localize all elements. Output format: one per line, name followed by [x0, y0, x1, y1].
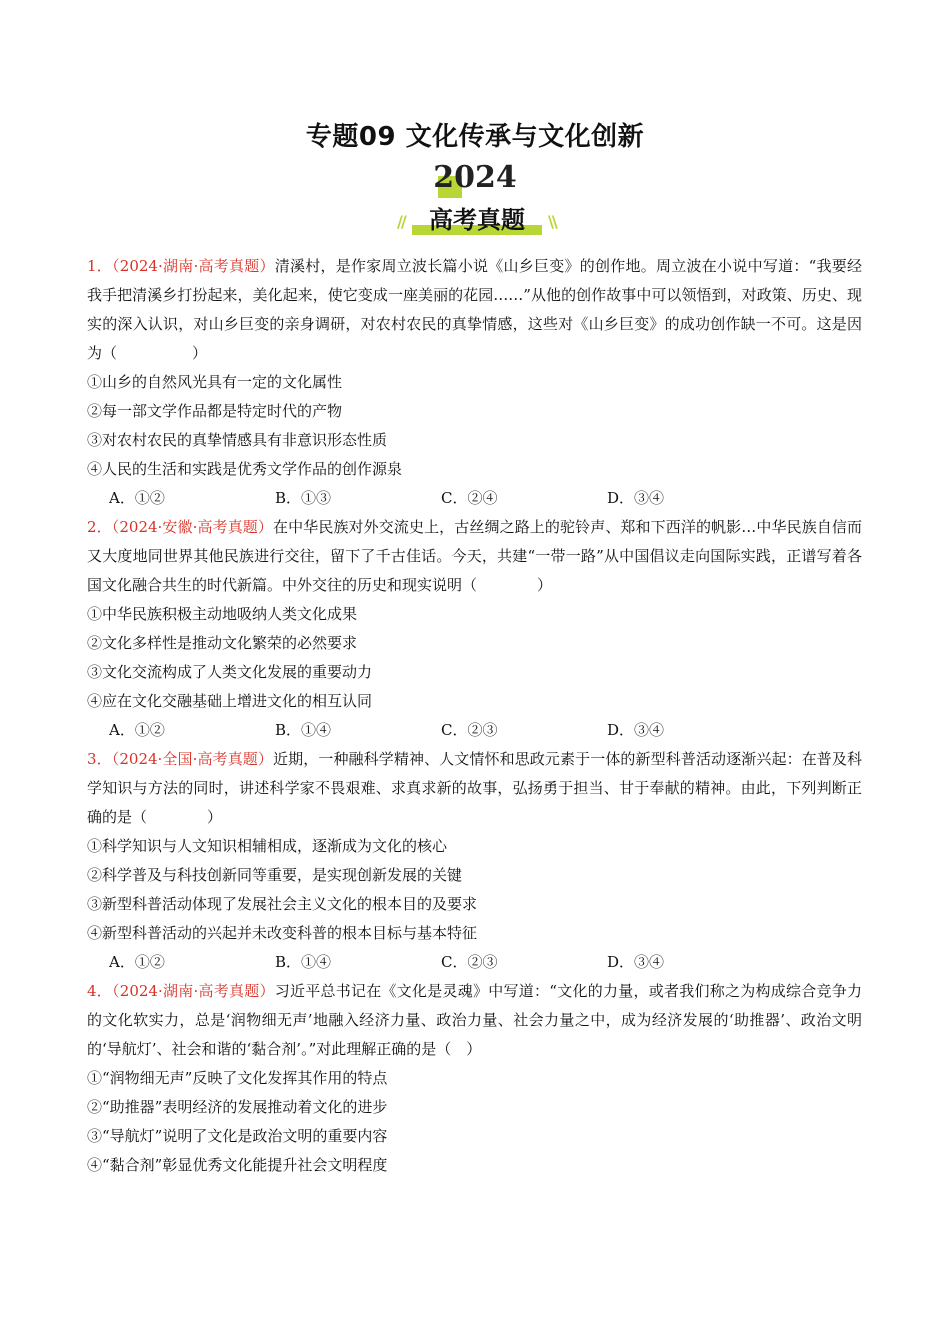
question-source: （2024·安徽·高考真题）	[111, 518, 274, 536]
question-number: 2．	[87, 518, 112, 536]
choice-c: C．②④	[441, 489, 498, 507]
page-title: 专题09 文化传承与文化创新	[305, 122, 645, 152]
statement-option: ④人民的生活和实践是优秀文学作品的创作源泉	[87, 460, 403, 478]
question-stem	[87, 745, 862, 832]
question-text: 清溪村，是作家周立波长篇小说《山乡巨变》的创作地。周立波在小说中写道：“我要经我手把清溪乡打扮起来，美化起来，使它变成一座美丽的花园……”从他的创作故事中可以领悟到，对政策、历史、现实的深入认识，对山乡巨变的亲身调研，对农村农民的真挚情感，这些对《山乡巨变》的成功创作缺一不可。这是因为（ ）	[87, 257, 862, 362]
question-source: （2024·全国·高考真题）	[111, 750, 274, 768]
answer-choices	[87, 484, 862, 513]
choice-b: B．①④	[275, 721, 332, 739]
question-2	[87, 513, 862, 745]
choice-d: D．③④	[607, 489, 665, 507]
question-text: 在中华民族对外交流史上，古丝绸之路上的驼铃声、郑和下西洋的帆影…中华民族自信而又大度地同世界其他民族进行交往，留下了千古佳话。今天，共建“一带一路”从中国倡议走向国际实践，正谱写着各国文化融合共生的时代新篇。中外交往的历史和现实说明（ ）	[87, 518, 863, 594]
question-3	[87, 745, 862, 977]
statement-option: ①中华民族积极主动地吸纳人类文化成果	[87, 605, 358, 623]
choice-a: A．①②	[109, 953, 165, 971]
answer-choices	[87, 716, 862, 745]
statement-option: ②文化多样性是推动文化繁荣的必然要求	[87, 634, 358, 652]
choice-a: A．①②	[109, 721, 165, 739]
statement-option: ③新型科普活动体现了发展社会主义文化的根本目的及要求	[87, 895, 478, 913]
question-stem	[87, 513, 862, 600]
choice-d: D．③④	[607, 953, 665, 971]
choice-b: B．①④	[275, 953, 332, 971]
question-stem	[87, 977, 862, 1064]
statement-option: ③“导航灯”说明了文化是政治文明的重要内容	[87, 1127, 388, 1145]
question-number: 3．	[87, 750, 112, 768]
statement-option: ③文化交流构成了人类文化发展的重要动力	[87, 663, 373, 681]
section-badge: 高考真题	[429, 206, 525, 234]
question-text: 习近平总书记在《文化是灵魂》中写道：“文化的力量，或者我们称之为构成综合竞争力的文化软实力，总是‘润物细无声’地融入经济力量、政治力量、社会力量之中，成为经济发展的‘助推器’、政治文明的‘导航灯’、社会和谐的‘黏合剂’。”对此理解正确的是（ ）	[87, 982, 862, 1058]
year-label: 2024	[433, 160, 517, 195]
statement-option: ①“润物细无声”反映了文化发挥其作用的特点	[87, 1069, 388, 1087]
statement-option: ④应在文化交融基础上增进文化的相互认同	[87, 692, 373, 710]
statement-option: ③对农村农民的真挚情感具有非意识形态性质	[87, 431, 388, 449]
statement-option: ②“助推器”表明经济的发展推动着文化的进步	[87, 1098, 388, 1116]
answer-choices	[87, 948, 862, 977]
question-1	[87, 252, 862, 513]
choice-d: D．③④	[607, 721, 665, 739]
question-text: 近期，一种融科学精神、人文情怀和思政元素于一体的新型科普活动逐渐兴起：在普及科学知识与方法的同时，讲述科学家不畏艰难、求真求新的故事，弘扬勇于担当、甘于奉献的精神。由此，下列判断正确的是（ ）	[87, 750, 863, 826]
question-list	[87, 252, 862, 1180]
question-source: （2024·湖南·高考真题）	[112, 982, 275, 1000]
badge-right-deco: \\	[548, 212, 556, 231]
badge-left-deco: //	[397, 212, 405, 231]
statement-option: ④新型科普活动的兴起并未改变科普的根本目标与基本特征	[87, 924, 478, 942]
choice-c: C．②③	[441, 953, 498, 971]
statement-option: ②每一部文学作品都是特定时代的产物	[87, 402, 343, 420]
question-stem	[87, 252, 862, 368]
question-4	[87, 977, 862, 1180]
choice-c: C．②③	[441, 721, 498, 739]
choice-a: A．①②	[109, 489, 165, 507]
choice-b: B．①③	[275, 489, 332, 507]
statement-option: ②科学普及与科技创新同等重要，是实现创新发展的关键	[87, 866, 463, 884]
statement-option: ①山乡的自然风光具有一定的文化属性	[87, 373, 343, 391]
question-number: 1．	[87, 257, 113, 275]
statement-option: ①科学知识与人文知识相辅相成，逐渐成为文化的核心	[87, 837, 448, 855]
question-source: （2024·湖南·高考真题）	[112, 257, 275, 275]
statement-option: ④“黏合剂”彰显优秀文化能提升社会文明程度	[87, 1156, 388, 1174]
question-number: 4．	[87, 982, 113, 1000]
